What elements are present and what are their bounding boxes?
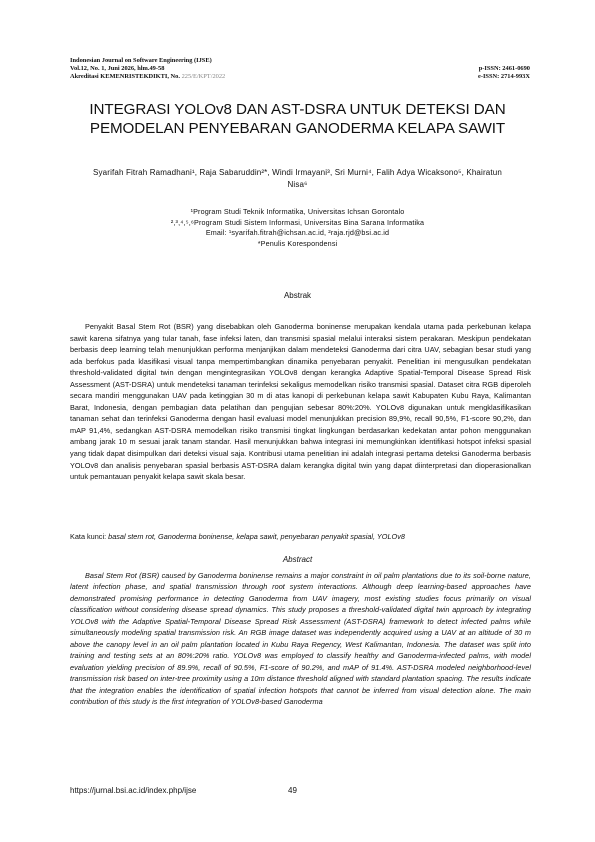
- journal-pissn: p-ISSN: 2461-0690: [478, 65, 530, 73]
- abstrak-paragraph: Penyakit Basal Stem Rot (BSR) yang disebabkan oleh Ganoderma boninense merupakan kendala utama pada perkebunan kelapa sawit karena sifatnya yang tular tanah, fase infeksi laten, dan transmisi spasial melalui interaksi sistem perakaran. Meskipun pendekatan berbasis deep learning telah menunjukkan performa menjanjikan dalam mendeteksi Ganoderma dari citra UAV, sebagian besar studi yang ada berfokus pada klasifikasi visual tanpa mempertimbangkan dinamika penyebaran penyakit. Penelitian ini mengusulkan pendekatan threshold-validated digital twin dengan mengintegrasikan YOLOv8 dengan kerangka Adaptive Spatial-Temporal Disease Spread Risk Assessment (AST-DSRA) untuk mendeteksi tanaman terinfeksi sekaligus memodelkan risiko transmisi spasial. Dataset citra RGB diperoleh secara mandiri menggunakan UAV pada ketinggian 30 m di atas kanopi di perkebunan kelapa sawit Kabupaten Kubu Raya, Kalimantan Barat, Indonesia, dengan pembagian data pelatihan dan pengujian sebesar 80%:20%. YOLOv8 digunakan untuk mengklasifikasikan tanaman sehat dan terinfeksi Ganoderma dengan hasil evaluasi model menunjukkan precision 89,9%, recall 90,5%, F1-score 90,2%, dan mAP 91,4%, sedangkan AST-DSRA memodelkan risiko transmisi tingkat lingkungan berdasarkan kedekatan antar pohon menggunakan ambang jarak 10 m sesuai jarak tanam standar. Hasil menunjukkan bahwa integrasi ini memungkinkan identifikasi hotspot infeksi spasial yang tidak dapat disimpulkan dari deteksi visual saja. Kontribusi utama penelitian ini adalah integrasi pertama deteksi Ganoderma berbasis YOLOv8 dan analisis penyebaran spasial berbasis AST-DSRA dalam kerangka digital twin yang dapat diinterpretasi dan dioperasionalkan untuk pemantauan penyakit kelapa sawit skala besar.: [70, 322, 531, 482]
- email-line[interactable]: Email: ¹syarifah.fitrah@ichsan.ac.id, ²raja.rjd@bsi.ac.id: [205, 228, 390, 237]
- affiliation-1: ¹Program Studi Teknik Informatika, Universitas Ichsan Gorontalo: [190, 207, 405, 216]
- affiliations: [90, 207, 505, 249]
- abstract-paragraph: Basal Stem Rot (BSR) caused by Ganoderma boninense remains a major constraint in oil palm plantations due to its soil-borne nature, latent infection phase, and spatial transmission through root system interactions. Although deep learning-based approaches have demonstrated promising performance in detecting Ganoderma from UAV imagery, most existing studies focus primarily on visual classification without considering disease spread dynamics. This study proposes a threshold-validated digital twin approach by integrating YOLOv8 with the Adaptive Spatial-Temporal Disease Spread Risk Assessment (AST-DSRA) framework to detect infected palms while simultaneously modeling spatial transmission risk. An RGB image dataset was independently acquired using a UAV at an altitude of 30 m above the canopy level in an oil palm plantation located in Kubu Raya Regency, West Kalimantan, Indonesia. The dataset was split into training and testing sets at an 80%:20% ratio. YOLOv8 was employed to classify healthy and Ganoderma-infected palms, with model evaluation yielding precision of 89.9%, recall of 90.5%, F1-score of 90.2%, and mAP of 91.4%. AST-DSRA modeled neighborhood-level transmission risk based on inter-tree proximity using a 10m distance threshold aligned with standard plantation spacing. The results indicate that the integration enables the identification of spatial infection hotspots that cannot be inferred from visual detection alone. The main contribution of this study is the first integration of YOLOv8-based Ganoderma: [70, 571, 531, 706]
- affiliation-2: ²,³,⁴,⁵,⁶Program Studi Sistem Informasi, Universitas Bina Sarana Informatika: [170, 217, 425, 227]
- journal-name: Indonesian Journal on Software Engineering (IJSE): [70, 57, 212, 64]
- journal-accreditation-number: 225/E/KPT/2022: [181, 73, 226, 81]
- journal-url-link[interactable]: https://jurnal.bsi.ac.id/index.php/ijse: [70, 786, 197, 795]
- journal-accreditation: Akreditasi KEMENRISTEKDIKTI, No.: [70, 73, 180, 81]
- journal-volume: Vol.12, No. 1, Juni 2026, hlm.49-58: [70, 65, 165, 73]
- journal-header: [70, 57, 530, 82]
- kata-kunci-label: Kata kunci:: [70, 532, 107, 541]
- corresponding-author-note: *Penulis Korespondensi: [257, 238, 338, 248]
- abstract-body: [70, 570, 531, 707]
- abstract-heading: Abstract: [282, 555, 313, 564]
- abstrak-heading: Abstrak: [283, 291, 312, 300]
- journal-eissn: e-ISSN: 2714-993X: [477, 73, 530, 81]
- paper-title: INTEGRASI YOLOv8 DAN AST-DSRA UNTUK DETEKSI DAN PEMODELAN PENYEBARAN GANODERMA KELAPA SAWIT: [89, 101, 506, 137]
- page-number: 49: [288, 786, 297, 795]
- abstrak-body: [70, 321, 531, 483]
- author-list: Syarifah Fitrah Ramadhani¹, Raja Sabaruddin²*, Windi Irmayani³, Sri Murni⁴, Falih Adya Wicaksono⁵, Khairatun Nisa⁶: [93, 168, 502, 189]
- kata-kunci-terms: basal stem rot, Ganoderma boninense, kelapa sawit, penyebaran penyakit spasial, YOLOv8: [108, 532, 405, 541]
- kata-kunci: [70, 531, 531, 542]
